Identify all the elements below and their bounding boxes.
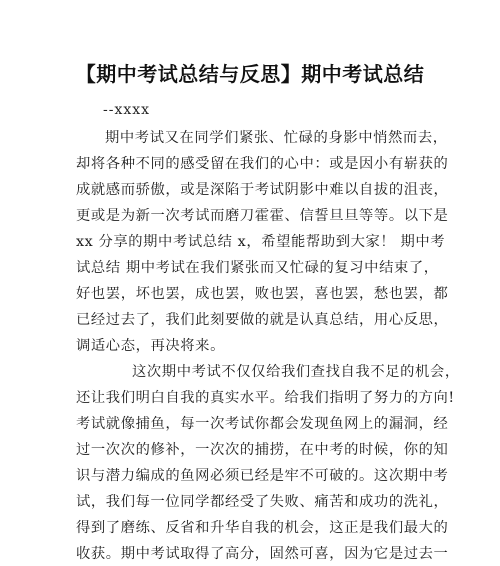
body-line: 成就感而骄傲，或是深陷于考试阴影中难以自拔的沮丧， [76, 182, 449, 198]
body-line: 已经过去了，我们此刻要做的就是认真总结，用心反思， [76, 312, 449, 328]
body-line: 收获。期中考试取得了高分，固然可喜，因为它是过去一 [76, 546, 449, 562]
body-line: 调适心态，再决将来。 [76, 338, 225, 354]
body-line: 好也罢，坏也罢，成也罢，败也罢，喜也罢，愁也罢，都 [76, 286, 449, 302]
document-body [76, 125, 460, 566]
body-line: 却将各种不同的感受留在我们的心中：或是因小有崭获的 [76, 156, 449, 172]
body-line: 试，我们每一位同学都经受了失败、痛苦和成功的洗礼， [76, 494, 449, 510]
document-title: 【期中考试总结与反思】期中考试总结 [75, 62, 425, 86]
body-line: 过一次次的修补，一次次的捕捞，在中考的时候，你的知 [76, 442, 449, 458]
body-line: 这次期中考试不仅仅给我们查找自我不足的机会， [132, 364, 460, 380]
body-line: xx 分享的期中考试总结 x，希望能帮助到大家！ 期中考 [76, 234, 446, 250]
body-line: 期中考试又在同学们紧张、忙碌的身影中悄然而去， [105, 130, 448, 146]
body-line: 识与潜力编成的鱼网必须已经是牢不可破的。这次期中考 [76, 468, 449, 484]
body-line: 得到了磨练、反省和升华自我的机会，这正是我们最大的 [76, 520, 449, 536]
body-line: 试总结 期中考试在我们紧张而又忙碌的复习中结束了， [76, 260, 439, 276]
body-line: 考试就像捕鱼，每一次考试你都会发现鱼网上的漏洞，经 [76, 416, 449, 432]
document-author: --xxxx [103, 102, 151, 118]
body-line: 还让我们明白自我的真实水平。给我们指明了努力的方向! [76, 390, 455, 406]
body-line: 更或是为新一次考试而磨刀霍霍、信誓旦旦等等。以下是 [76, 208, 449, 224]
